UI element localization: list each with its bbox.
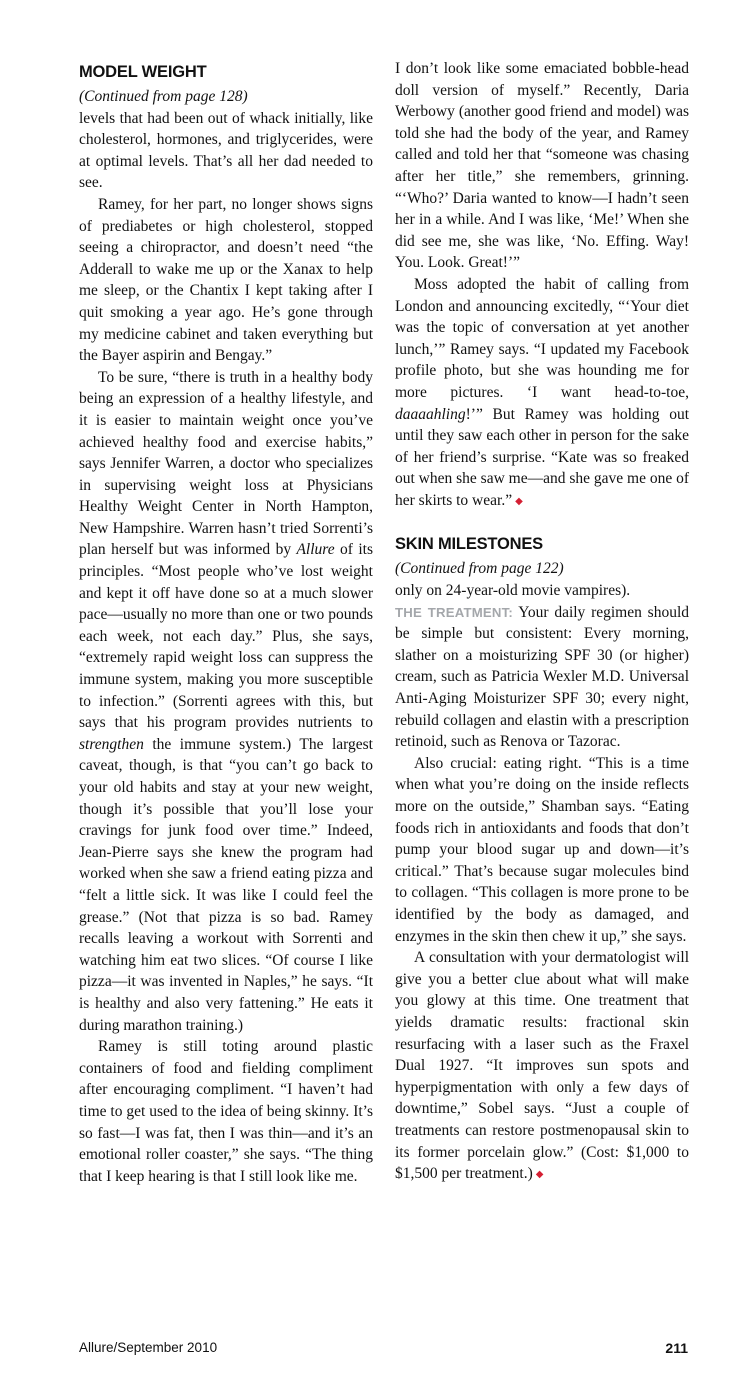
end-mark-icon: ◆ [535,1169,544,1181]
paragraph-4-text: A consultation with your dermatologist will give you a better clue about what will make you glowy at this time. One treatment that yields dramatic results: fractional skin resurfacing with a laser such as the Fraxel Dual 1927. “It improves sun spots and hyperpigmentation with only a few days of downtime,” Sobel says. “Just a couple of treatments can restore postmenopausal skin to its former porcelain glow.” (Cost: $1,000 to $1,500 per treatment.) [395,949,689,1183]
footer-magazine-issue: Allure/September 2010 [79,1340,218,1355]
treatment-label: THE TREATMENT: [395,604,514,620]
skin-milestones-continued: (Continued from page 122) [395,560,564,578]
paragraph-5-text-b: !’” But Ramey was holding out until they saw each other in person for the sake of her friend’s surprise. “Kate was so freaked out when she saw me—and she gave me one of her skirts to wear.” [395,405,689,509]
paragraph-5-text-a: Moss adopted the habit of calling from London and announcing excitedly, “‘Your diet was the topic of conversation at yet another lunch,’” Ramey says. “I updated my Facebook profile photo, but she was hounding me for more pictures. ‘I want head-to-toe, [395,275,689,401]
model-weight-continued: (Continued from page 128) [79,88,248,105]
end-mark-icon: ◆ [515,495,523,507]
model-weight-paragraph-3 [79,367,373,1036]
paragraph-3-text-a: To be sure, “there is truth in a healthy body being an expression of a healthy lifestyle, and it is easier to maintain weight once you’ve achieved healthy food and exercise habits,” says Jennifer Warren, a doctor who specializes in supervising weight loss at Physicians Healthy Weight Center in North Hampton, New Hampshire. Warren hasn’t tried Sorrenti’s plan herself but was informed by [79,368,373,559]
footer-page-number: 211 [665,1340,688,1356]
treatment-text: Your daily regimen should be simple but consistent: Every morning, slather on a moisturizing SPF 30 (or higher) cream, such as Patricia Wexler M.D. Universal Anti-Aging Moisturizer SPF 30; every night, rebuild collagen and elastin with a prescription retinoid, such as Renova or Tazorac. [395,603,689,751]
model-weight-paragraph-4-continued: I don’t look like some emaciated bobble-head doll version of myself.” Recently, Daria Werbowy (another good friend and model) was told she had the body of the year, and Ramey called and told her that “someone was chasing after her title,” she remembers, grinning. “‘Who?’ Daria wanted to know—I hadn’t seen her in a while. And I was like, ‘Me!’ When she did see me, she was like, ‘No. Effing. Way! You. Look. Great!’” [395,60,689,272]
model-weight-paragraph-1: levels that had been out of whack initially, like cholesterol, hormones, and triglycerides, were at optimal levels. That’s all her dad needed to see. [79,109,373,192]
section-divider [395,512,689,530]
skin-milestones-paragraph-1: only on 24-year-old movie vampires). [395,582,631,600]
skin-milestones-paragraph-3: Also crucial: eating right. “This is a time when what you’re doing on the inside reflects more on the outside,” Shamban says. “Eating foods rich in antioxidants and foods that don’t pump your blood sugar up and down—it’s critical.” That’s because sugar molecules bind to collagen. “This collagen is more prone to be identified by the body as damaged, and enzymes in the skin then chew it up,” she says. [395,754,689,945]
skin-milestones-heading: SKIN MILESTONES [395,535,543,554]
strengthen-italic: strengthen [79,735,144,753]
model-weight-heading: MODEL WEIGHT [79,63,207,81]
model-weight-paragraph-2: Ramey, for her part, no longer shows signs of prediabetes or high cholesterol, stopped seeing a chiropractor, and doesn’t need “the Adderall to wake me up or the Xanax to help me sleep, or the Chantix I kept taking after I quit smoking a year ago. He’s gone through my medicine cabinet and taken everything but the Bayer aspirin and Bengay.” [79,195,373,365]
left-column [79,58,373,1187]
paragraph-3-text-b: of its principles. “Most people who’ve lost weight and kept it off have done so at a much slower pace—usually no more than one or two pounds each week, not each day.” Plus, she says, “extremely rapid weight loss can suppress the immune system, making you more susceptible to infection.” (Sorrenti agrees with this, but says that his program provides nutrients to [79,541,373,732]
allure-italic: Allure [296,541,335,559]
model-weight-paragraph-5 [395,274,689,513]
skin-milestones-paragraph-4 [395,947,689,1186]
model-weight-paragraph-4: Ramey is still toting around plastic containers of food and fielding compliment after encouraging compliment. “I haven’t had time to get used to the idea of being skinny. It’s so fast—I was fat, then I was thin—and it’s an emotional roller coaster,” she says. “The thing that I keep hearing is that I still look like me. [79,1038,373,1185]
right-column [395,58,689,1186]
daaaahling-italic: daaaahling [395,405,466,423]
paragraph-3-text-c: the immune system.) The largest caveat, though, is that “you can’t go back to your old habits and stay at your new weight, though it’s possible that you’ll lose your cravings for junk food over time.” Indeed, Jean-Pierre says she knew the program had worked when she saw a friend eating pizza and “felt a little sick. It was like I could feel the grease.” (Not that pizza is so bad. Ramey recalls leaving a workout with Sorrenti and watching him eat two slices. “Of course I like pizza—it was invented in Naples,” he says. “It is healthy and also very fattening.” He eats it during marathon training.) [79,735,373,1034]
skin-milestones-paragraph-2 [395,602,689,753]
